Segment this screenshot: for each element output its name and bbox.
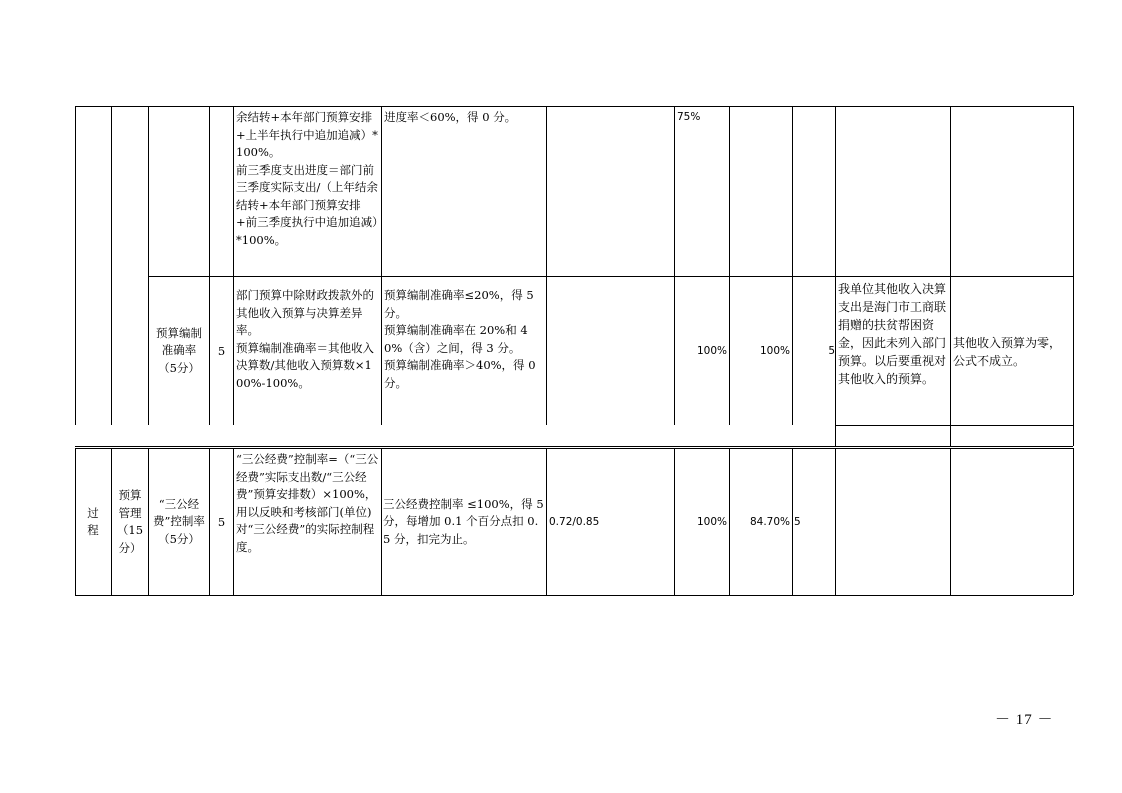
criteria-cell: 进度率＜60%，得 0 分。	[384, 110, 517, 124]
formula-cell: 余结转+本年部门预算安排+上半年执行中追加追减）*100%。 前三季度支出进度＝部门前三季度实际支出/（上年结余结转+本年部门预算安排+前三季度执行中追加追减）*100%。	[236, 110, 378, 247]
criteria-cell: 预算编制准确率≤20%，得 5 分。 预算编制准确率在 20%和 40%（含）之间，得 3 分。 预算编制准确率＞40%，得 0 分。	[384, 288, 536, 390]
actual-ratio: 0.72/0.85	[549, 516, 600, 529]
score-value: 5	[794, 516, 801, 529]
weight-value: 5	[217, 344, 226, 359]
formula-cell: “三公经费”控制率=（“三公经费”实际支出数/“三公经费”预算安排数）×100%，用以反映和考核部门(单位)对“三公经费”的实际控制程度。	[236, 452, 379, 554]
level1-indicator: 过程	[87, 505, 99, 537]
level2-indicator: 预算管理（15分）	[116, 488, 144, 555]
target-value: 100%	[696, 516, 727, 529]
actual-value: 100%	[759, 345, 790, 358]
indicator-name: “三公经费”控制率（5分）	[153, 496, 205, 546]
actual-value: 84.70%	[749, 516, 790, 529]
target-value: 100%	[696, 345, 727, 358]
criteria-cell: 三公经费控制率 ≤100%，得 5分，每增加 0.1 个百分点扣 0.5 分，扣完为止。	[383, 496, 544, 546]
reason-cell: 我单位其他收入决算支出是海门市工商联捐赠的扶贫帮困资金，因此未列入部门预算。以后要重视对其他收入的预算。	[838, 282, 947, 386]
target-value: 75%	[677, 111, 701, 123]
page-number: － 17 －	[995, 712, 1054, 728]
indicator-name: 预算编制准确率（5分）	[156, 325, 202, 375]
formula-cell: 部门预算中除财政拨款外的其他收入预算与决算差异率。 预算编制准确率＝其他收入决算数/其他收入预算数×100%-100%。	[236, 288, 374, 390]
note-cell: 其他收入预算为零，公式不成立。	[953, 336, 1062, 368]
score-value: 5	[828, 345, 835, 358]
weight-value: 5	[217, 515, 226, 530]
